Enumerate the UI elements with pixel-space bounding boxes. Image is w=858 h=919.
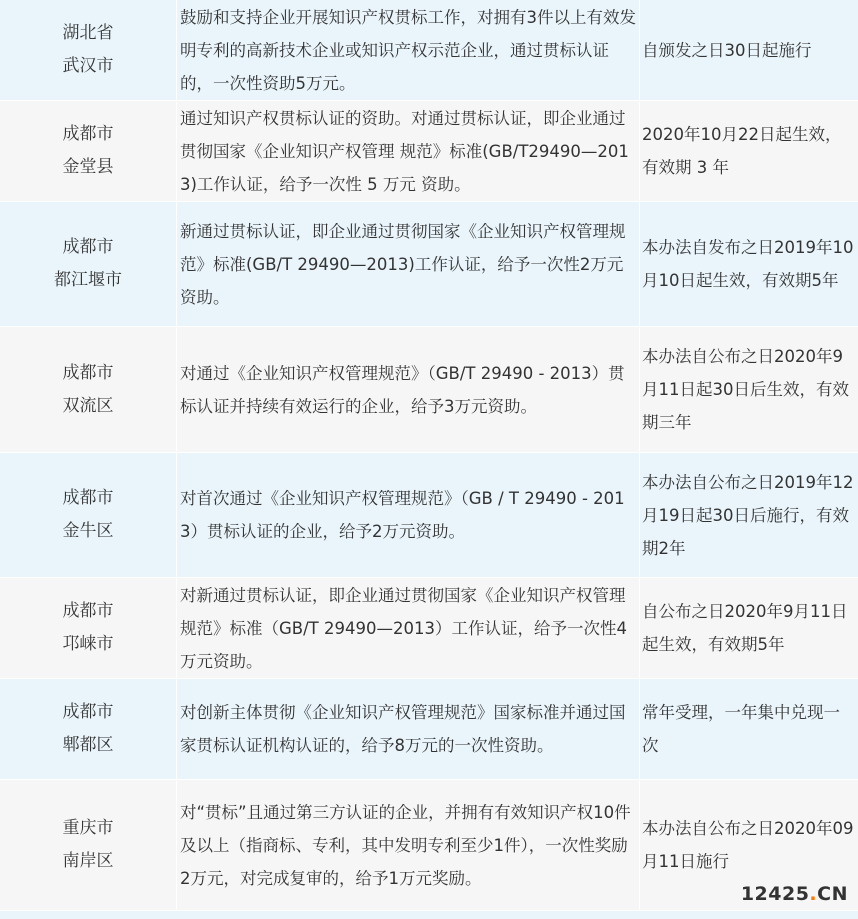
policy-text: 对创新主体贯彻《企业知识产权管理规范》国家标准并通过国家贯标认证机构认证的，给予8万元的一次性资助。 (180, 703, 626, 755)
effective-text: 自颁发之日30日起施行 (642, 40, 812, 60)
policy-text: 新通过贯标认证，即企业通过贯彻国家《企业知识产权管理规范》标准(GB/T 29490—2013)工作认证，给予一次性2万元资助。 (180, 221, 626, 307)
region-province: 成都市 (62, 124, 114, 144)
policy-cell (177, 780, 640, 910)
region-province: 重庆市 (62, 818, 114, 838)
region-province: 成都市 (62, 362, 114, 383)
watermark-prefix: 12425 (740, 883, 810, 905)
region-city: 武汉市 (62, 56, 114, 76)
region-cell (0, 327, 177, 452)
effective-cell (640, 578, 858, 678)
effective-text: 本办法自公布之日2019年12月19日起30日后施行，有效期2年 (642, 472, 854, 558)
effective-text: 本办法自公布之日2020年9月11日起30日后生效，有效期三年 (642, 347, 849, 432)
table-row (0, 780, 858, 911)
region-province: 湖北省 (62, 23, 114, 43)
policy-text: 对“贯标”且通过第三方认证的企业，并拥有有效知识产权10件及以上（指商标、专利，其中发明专利至少1件），一次性奖励2万元，对完成复审的，给予1万元奖励。 (180, 802, 631, 888)
policy-cell (177, 578, 640, 678)
effective-text: 自公布之日2020年9月11日起生效，有效期5年 (642, 602, 848, 654)
watermark-dot: . (809, 883, 818, 905)
region-city: 邛崃市 (62, 634, 114, 654)
policy-cell (177, 453, 640, 577)
region-province: 成都市 (62, 488, 114, 508)
policy-text: 通过知识产权贯标认证的资助。对通过贯标认证，即企业通过贯彻国家《企业知识产权管理 规范》标准(GB/T29490—2013)工作认证，给予一次性 5 万元 资助。 (180, 108, 629, 194)
effective-cell (640, 0, 858, 100)
table-row (0, 101, 858, 202)
effective-cell (640, 202, 858, 326)
policy-text: 对新通过贯标认证，即企业通过贯彻国家《企业知识产权管理规范》标准（GB/T 29490—2013）工作认证，给予一次性4万元资助。 (180, 585, 627, 671)
region-cell (0, 202, 177, 326)
policy-cell (177, 101, 640, 201)
region-province: 成都市 (62, 702, 114, 722)
region-cell (0, 679, 177, 779)
region-cell (0, 780, 177, 910)
region-province: 成都市 (62, 601, 114, 621)
effective-cell (640, 679, 858, 779)
policy-text: 鼓励和支持企业开展知识产权贯标工作，对拥有3件以上有效发明专利的高新技术企业或知识产权示范企业，通过贯标认证的，一次性资助5万元。 (180, 7, 636, 93)
table-row (0, 453, 858, 578)
region-province: 成都市 (62, 237, 114, 257)
effective-cell (640, 327, 858, 452)
table-row (0, 0, 858, 101)
policy-cell (177, 679, 640, 779)
policy-text: 对通过《企业知识产权管理规范》（GB/T 29490 - 2013）贯标认证并持续有效运行的企业，给予3万元资助。 (180, 363, 625, 416)
next-row-edge (0, 911, 858, 919)
region-cell (0, 101, 177, 201)
table-row (0, 327, 858, 453)
site-watermark (741, 883, 848, 905)
effective-text: 常年受理，一年集中兑现一次 (642, 703, 840, 755)
policy-cell (177, 327, 640, 452)
effective-text: 2020年10月22日起生效，有效期 3 年 (642, 125, 842, 177)
effective-text: 本办法自公布之日2020年09月11日施行 (642, 819, 854, 871)
region-city: 郫都区 (62, 735, 114, 755)
policy-cell (177, 202, 640, 326)
region-cell (0, 453, 177, 577)
region-city: 都江堰市 (54, 270, 122, 290)
policy-text: 对首次通过《企业知识产权管理规范》（GB / T 29490 - 2013）贯标认证的企业，给予2万元资助。 (180, 489, 625, 541)
effective-cell (640, 453, 858, 577)
table-row (0, 202, 858, 327)
region-city: 金堂县 (62, 157, 114, 177)
table-row (0, 578, 858, 679)
effective-text: 本办法自发布之日2019年10月10日起生效，有效期5年 (642, 238, 854, 290)
region-city: 南岸区 (62, 851, 114, 871)
region-cell (0, 0, 177, 100)
policy-cell (177, 0, 640, 100)
table-row (0, 679, 858, 780)
watermark-suffix: CN (817, 883, 848, 905)
region-cell (0, 578, 177, 678)
region-city: 金牛区 (62, 521, 114, 541)
region-city: 双流区 (62, 395, 114, 416)
effective-cell (640, 101, 858, 201)
